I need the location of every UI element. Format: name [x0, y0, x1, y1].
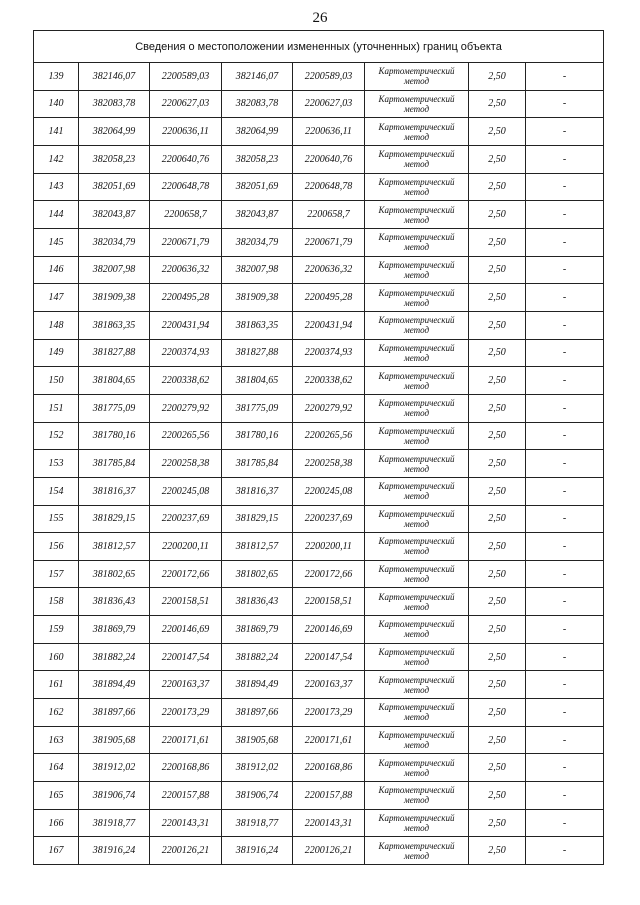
extra-cell: -	[526, 588, 604, 616]
refined-y-cell: 2200338,62	[293, 367, 365, 395]
method-cell: Картометрический метод	[365, 560, 469, 588]
point-number-cell: 151	[34, 394, 79, 422]
method-cell: Картометрический метод	[365, 671, 469, 699]
point-number-cell: 148	[34, 311, 79, 339]
precision-cell: 2,50	[469, 699, 526, 727]
existing-y-cell: 2200157,88	[150, 782, 222, 810]
refined-x-cell: 382064,99	[222, 118, 293, 146]
existing-y-cell: 2200648,78	[150, 173, 222, 201]
extra-cell: -	[526, 145, 604, 173]
extra-cell: -	[526, 616, 604, 644]
method-cell: Картометрический метод	[365, 256, 469, 284]
point-number-cell: 163	[34, 726, 79, 754]
precision-cell: 2,50	[469, 643, 526, 671]
table-row	[34, 284, 604, 312]
refined-x-cell: 381909,38	[222, 284, 293, 312]
precision-cell: 2,50	[469, 505, 526, 533]
table-row	[34, 173, 604, 201]
method-cell: Картометрический метод	[365, 643, 469, 671]
point-number-cell: 140	[34, 90, 79, 118]
precision-cell: 2,50	[469, 726, 526, 754]
table-row	[34, 63, 604, 91]
refined-y-cell: 2200648,78	[293, 173, 365, 201]
extra-cell: -	[526, 90, 604, 118]
precision-cell: 2,50	[469, 256, 526, 284]
table-title: Сведения о местоположении измененных (уточненных) границ объекта	[34, 31, 604, 63]
method-cell: Картометрический метод	[365, 533, 469, 561]
method-cell: Картометрический метод	[365, 118, 469, 146]
extra-cell: -	[526, 118, 604, 146]
table-row	[34, 643, 604, 671]
method-cell: Картометрический метод	[365, 284, 469, 312]
refined-y-cell: 2200146,69	[293, 616, 365, 644]
point-number-cell: 164	[34, 754, 79, 782]
refined-y-cell: 2200636,11	[293, 118, 365, 146]
refined-y-cell: 2200173,29	[293, 699, 365, 727]
method-cell: Картометрический метод	[365, 228, 469, 256]
existing-y-cell: 2200143,31	[150, 809, 222, 837]
table-row	[34, 145, 604, 173]
table-row	[34, 533, 604, 561]
point-number-cell: 161	[34, 671, 79, 699]
point-number-cell: 152	[34, 422, 79, 450]
refined-y-cell: 2200126,21	[293, 837, 365, 865]
table-row	[34, 422, 604, 450]
existing-x-cell: 381785,84	[79, 450, 150, 478]
existing-x-cell: 381827,88	[79, 339, 150, 367]
refined-x-cell: 381785,84	[222, 450, 293, 478]
refined-y-cell: 2200627,03	[293, 90, 365, 118]
table-row	[34, 505, 604, 533]
refined-y-cell: 2200157,88	[293, 782, 365, 810]
method-cell: Картометрический метод	[365, 339, 469, 367]
precision-cell: 2,50	[469, 809, 526, 837]
precision-cell: 2,50	[469, 367, 526, 395]
precision-cell: 2,50	[469, 837, 526, 865]
point-number-cell: 165	[34, 782, 79, 810]
refined-y-cell: 2200640,76	[293, 145, 365, 173]
refined-y-cell: 2200658,7	[293, 201, 365, 229]
table-row	[34, 588, 604, 616]
table-row	[34, 118, 604, 146]
method-cell: Картометрический метод	[365, 726, 469, 754]
existing-x-cell: 382043,87	[79, 201, 150, 229]
existing-y-cell: 2200126,21	[150, 837, 222, 865]
existing-y-cell: 2200147,54	[150, 643, 222, 671]
existing-y-cell: 2200338,62	[150, 367, 222, 395]
method-cell: Картометрический метод	[365, 588, 469, 616]
point-number-cell: 145	[34, 228, 79, 256]
refined-y-cell: 2200495,28	[293, 284, 365, 312]
point-number-cell: 166	[34, 809, 79, 837]
point-number-cell: 155	[34, 505, 79, 533]
point-number-cell: 150	[34, 367, 79, 395]
point-number-cell: 157	[34, 560, 79, 588]
existing-y-cell: 2200279,92	[150, 394, 222, 422]
existing-y-cell: 2200172,66	[150, 560, 222, 588]
extra-cell: -	[526, 533, 604, 561]
precision-cell: 2,50	[469, 394, 526, 422]
refined-x-cell: 382051,69	[222, 173, 293, 201]
existing-x-cell: 381906,74	[79, 782, 150, 810]
extra-cell: -	[526, 228, 604, 256]
existing-y-cell: 2200658,7	[150, 201, 222, 229]
refined-x-cell: 381906,74	[222, 782, 293, 810]
table-row	[34, 339, 604, 367]
existing-x-cell: 381909,38	[79, 284, 150, 312]
table-row	[34, 616, 604, 644]
refined-x-cell: 381780,16	[222, 422, 293, 450]
precision-cell: 2,50	[469, 145, 526, 173]
existing-x-cell: 381829,15	[79, 505, 150, 533]
extra-cell: -	[526, 560, 604, 588]
precision-cell: 2,50	[469, 533, 526, 561]
point-number-cell: 139	[34, 63, 79, 91]
existing-x-cell: 382146,07	[79, 63, 150, 91]
table-row	[34, 809, 604, 837]
existing-y-cell: 2200627,03	[150, 90, 222, 118]
method-cell: Картометрический метод	[365, 173, 469, 201]
existing-x-cell: 381780,16	[79, 422, 150, 450]
precision-cell: 2,50	[469, 588, 526, 616]
extra-cell: -	[526, 699, 604, 727]
precision-cell: 2,50	[469, 616, 526, 644]
existing-x-cell: 381894,49	[79, 671, 150, 699]
existing-y-cell: 2200671,79	[150, 228, 222, 256]
table-row	[34, 671, 604, 699]
table-row	[34, 754, 604, 782]
refined-y-cell: 2200589,03	[293, 63, 365, 91]
refined-y-cell: 2200200,11	[293, 533, 365, 561]
precision-cell: 2,50	[469, 560, 526, 588]
precision-cell: 2,50	[469, 477, 526, 505]
table-row	[34, 837, 604, 865]
existing-y-cell: 2200636,32	[150, 256, 222, 284]
existing-x-cell: 381775,09	[79, 394, 150, 422]
precision-cell: 2,50	[469, 422, 526, 450]
existing-y-cell: 2200146,69	[150, 616, 222, 644]
table-row	[34, 450, 604, 478]
existing-x-cell: 381812,57	[79, 533, 150, 561]
method-cell: Картометрический метод	[365, 616, 469, 644]
table-row	[34, 256, 604, 284]
table-row	[34, 726, 604, 754]
method-cell: Картометрический метод	[365, 145, 469, 173]
refined-y-cell: 2200431,94	[293, 311, 365, 339]
page-number: 26	[312, 10, 328, 26]
extra-cell: -	[526, 422, 604, 450]
point-number-cell: 158	[34, 588, 79, 616]
refined-x-cell: 381916,24	[222, 837, 293, 865]
refined-x-cell: 381894,49	[222, 671, 293, 699]
table-row	[34, 394, 604, 422]
boundary-coordinates-table	[33, 30, 604, 865]
refined-y-cell: 2200237,69	[293, 505, 365, 533]
refined-x-cell: 382034,79	[222, 228, 293, 256]
existing-x-cell: 381918,77	[79, 809, 150, 837]
refined-x-cell: 381882,24	[222, 643, 293, 671]
refined-x-cell: 382058,23	[222, 145, 293, 173]
extra-cell: -	[526, 505, 604, 533]
extra-cell: -	[526, 477, 604, 505]
precision-cell: 2,50	[469, 782, 526, 810]
extra-cell: -	[526, 201, 604, 229]
refined-x-cell: 381802,65	[222, 560, 293, 588]
precision-cell: 2,50	[469, 339, 526, 367]
extra-cell: -	[526, 173, 604, 201]
point-number-cell: 153	[34, 450, 79, 478]
method-cell: Картометрический метод	[365, 422, 469, 450]
existing-x-cell: 381905,68	[79, 726, 150, 754]
refined-y-cell: 2200147,54	[293, 643, 365, 671]
table-row	[34, 311, 604, 339]
existing-x-cell: 381804,65	[79, 367, 150, 395]
method-cell: Картометрический метод	[365, 782, 469, 810]
precision-cell: 2,50	[469, 450, 526, 478]
precision-cell: 2,50	[469, 754, 526, 782]
existing-x-cell: 382064,99	[79, 118, 150, 146]
precision-cell: 2,50	[469, 63, 526, 91]
method-cell: Картометрический метод	[365, 699, 469, 727]
method-cell: Картометрический метод	[365, 90, 469, 118]
existing-y-cell: 2200589,03	[150, 63, 222, 91]
existing-y-cell: 2200163,37	[150, 671, 222, 699]
extra-cell: -	[526, 782, 604, 810]
extra-cell: -	[526, 450, 604, 478]
existing-y-cell: 2200245,08	[150, 477, 222, 505]
existing-x-cell: 382058,23	[79, 145, 150, 173]
existing-y-cell: 2200495,28	[150, 284, 222, 312]
method-cell: Картометрический метод	[365, 837, 469, 865]
extra-cell: -	[526, 63, 604, 91]
method-cell: Картометрический метод	[365, 63, 469, 91]
method-cell: Картометрический метод	[365, 450, 469, 478]
refined-y-cell: 2200163,37	[293, 671, 365, 699]
extra-cell: -	[526, 311, 604, 339]
point-number-cell: 159	[34, 616, 79, 644]
precision-cell: 2,50	[469, 284, 526, 312]
refined-y-cell: 2200671,79	[293, 228, 365, 256]
table-row	[34, 477, 604, 505]
existing-x-cell: 381802,65	[79, 560, 150, 588]
existing-y-cell: 2200173,29	[150, 699, 222, 727]
point-number-cell: 143	[34, 173, 79, 201]
existing-x-cell: 381897,66	[79, 699, 150, 727]
point-number-cell: 147	[34, 284, 79, 312]
method-cell: Картометрический метод	[365, 311, 469, 339]
existing-x-cell: 381836,43	[79, 588, 150, 616]
refined-y-cell: 2200258,38	[293, 450, 365, 478]
point-number-cell: 144	[34, 201, 79, 229]
point-number-cell: 146	[34, 256, 79, 284]
existing-x-cell: 381863,35	[79, 311, 150, 339]
table-row	[34, 367, 604, 395]
refined-y-cell: 2200168,86	[293, 754, 365, 782]
method-cell: Картометрический метод	[365, 505, 469, 533]
extra-cell: -	[526, 339, 604, 367]
existing-y-cell: 2200640,76	[150, 145, 222, 173]
table-row	[34, 560, 604, 588]
refined-y-cell: 2200172,66	[293, 560, 365, 588]
method-cell: Картометрический метод	[365, 754, 469, 782]
existing-x-cell: 382051,69	[79, 173, 150, 201]
refined-x-cell: 382083,78	[222, 90, 293, 118]
refined-x-cell: 381812,57	[222, 533, 293, 561]
precision-cell: 2,50	[469, 201, 526, 229]
extra-cell: -	[526, 394, 604, 422]
method-cell: Картометрический метод	[365, 477, 469, 505]
extra-cell: -	[526, 671, 604, 699]
existing-y-cell: 2200265,56	[150, 422, 222, 450]
existing-y-cell: 2200636,11	[150, 118, 222, 146]
extra-cell: -	[526, 809, 604, 837]
point-number-cell: 154	[34, 477, 79, 505]
existing-y-cell: 2200200,11	[150, 533, 222, 561]
table-row	[34, 782, 604, 810]
refined-y-cell: 2200158,51	[293, 588, 365, 616]
refined-x-cell: 381816,37	[222, 477, 293, 505]
method-cell: Картометрический метод	[365, 394, 469, 422]
precision-cell: 2,50	[469, 228, 526, 256]
refined-y-cell: 2200374,93	[293, 339, 365, 367]
precision-cell: 2,50	[469, 90, 526, 118]
precision-cell: 2,50	[469, 311, 526, 339]
refined-y-cell: 2200279,92	[293, 394, 365, 422]
existing-y-cell: 2200158,51	[150, 588, 222, 616]
refined-x-cell: 381836,43	[222, 588, 293, 616]
existing-x-cell: 381912,02	[79, 754, 150, 782]
existing-y-cell: 2200171,61	[150, 726, 222, 754]
refined-x-cell: 381804,65	[222, 367, 293, 395]
existing-y-cell: 2200237,69	[150, 505, 222, 533]
refined-y-cell: 2200245,08	[293, 477, 365, 505]
refined-y-cell: 2200265,56	[293, 422, 365, 450]
point-number-cell: 149	[34, 339, 79, 367]
extra-cell: -	[526, 726, 604, 754]
table-row	[34, 699, 604, 727]
refined-y-cell: 2200143,31	[293, 809, 365, 837]
refined-x-cell: 381863,35	[222, 311, 293, 339]
existing-x-cell: 382034,79	[79, 228, 150, 256]
point-number-cell: 160	[34, 643, 79, 671]
extra-cell: -	[526, 284, 604, 312]
refined-x-cell: 381829,15	[222, 505, 293, 533]
method-cell: Картометрический метод	[365, 809, 469, 837]
point-number-cell: 167	[34, 837, 79, 865]
refined-x-cell: 381897,66	[222, 699, 293, 727]
point-number-cell: 142	[34, 145, 79, 173]
extra-cell: -	[526, 367, 604, 395]
existing-x-cell: 381916,24	[79, 837, 150, 865]
point-number-cell: 141	[34, 118, 79, 146]
method-cell: Картометрический метод	[365, 201, 469, 229]
table-title-row	[34, 31, 604, 63]
table-row	[34, 90, 604, 118]
refined-x-cell: 381918,77	[222, 809, 293, 837]
refined-x-cell: 381912,02	[222, 754, 293, 782]
extra-cell: -	[526, 643, 604, 671]
refined-x-cell: 382043,87	[222, 201, 293, 229]
refined-x-cell: 381775,09	[222, 394, 293, 422]
refined-x-cell: 381827,88	[222, 339, 293, 367]
method-cell: Картометрический метод	[365, 367, 469, 395]
extra-cell: -	[526, 754, 604, 782]
refined-y-cell: 2200636,32	[293, 256, 365, 284]
table-row	[34, 201, 604, 229]
existing-y-cell: 2200258,38	[150, 450, 222, 478]
point-number-cell: 162	[34, 699, 79, 727]
existing-y-cell: 2200374,93	[150, 339, 222, 367]
existing-x-cell: 381869,79	[79, 616, 150, 644]
extra-cell: -	[526, 256, 604, 284]
existing-x-cell: 382007,98	[79, 256, 150, 284]
refined-x-cell: 381905,68	[222, 726, 293, 754]
refined-x-cell: 382007,98	[222, 256, 293, 284]
refined-x-cell: 382146,07	[222, 63, 293, 91]
existing-x-cell: 381882,24	[79, 643, 150, 671]
existing-y-cell: 2200431,94	[150, 311, 222, 339]
refined-x-cell: 381869,79	[222, 616, 293, 644]
precision-cell: 2,50	[469, 671, 526, 699]
refined-y-cell: 2200171,61	[293, 726, 365, 754]
existing-x-cell: 381816,37	[79, 477, 150, 505]
existing-x-cell: 382083,78	[79, 90, 150, 118]
precision-cell: 2,50	[469, 173, 526, 201]
table-row	[34, 228, 604, 256]
existing-y-cell: 2200168,86	[150, 754, 222, 782]
point-number-cell: 156	[34, 533, 79, 561]
extra-cell: -	[526, 837, 604, 865]
precision-cell: 2,50	[469, 118, 526, 146]
